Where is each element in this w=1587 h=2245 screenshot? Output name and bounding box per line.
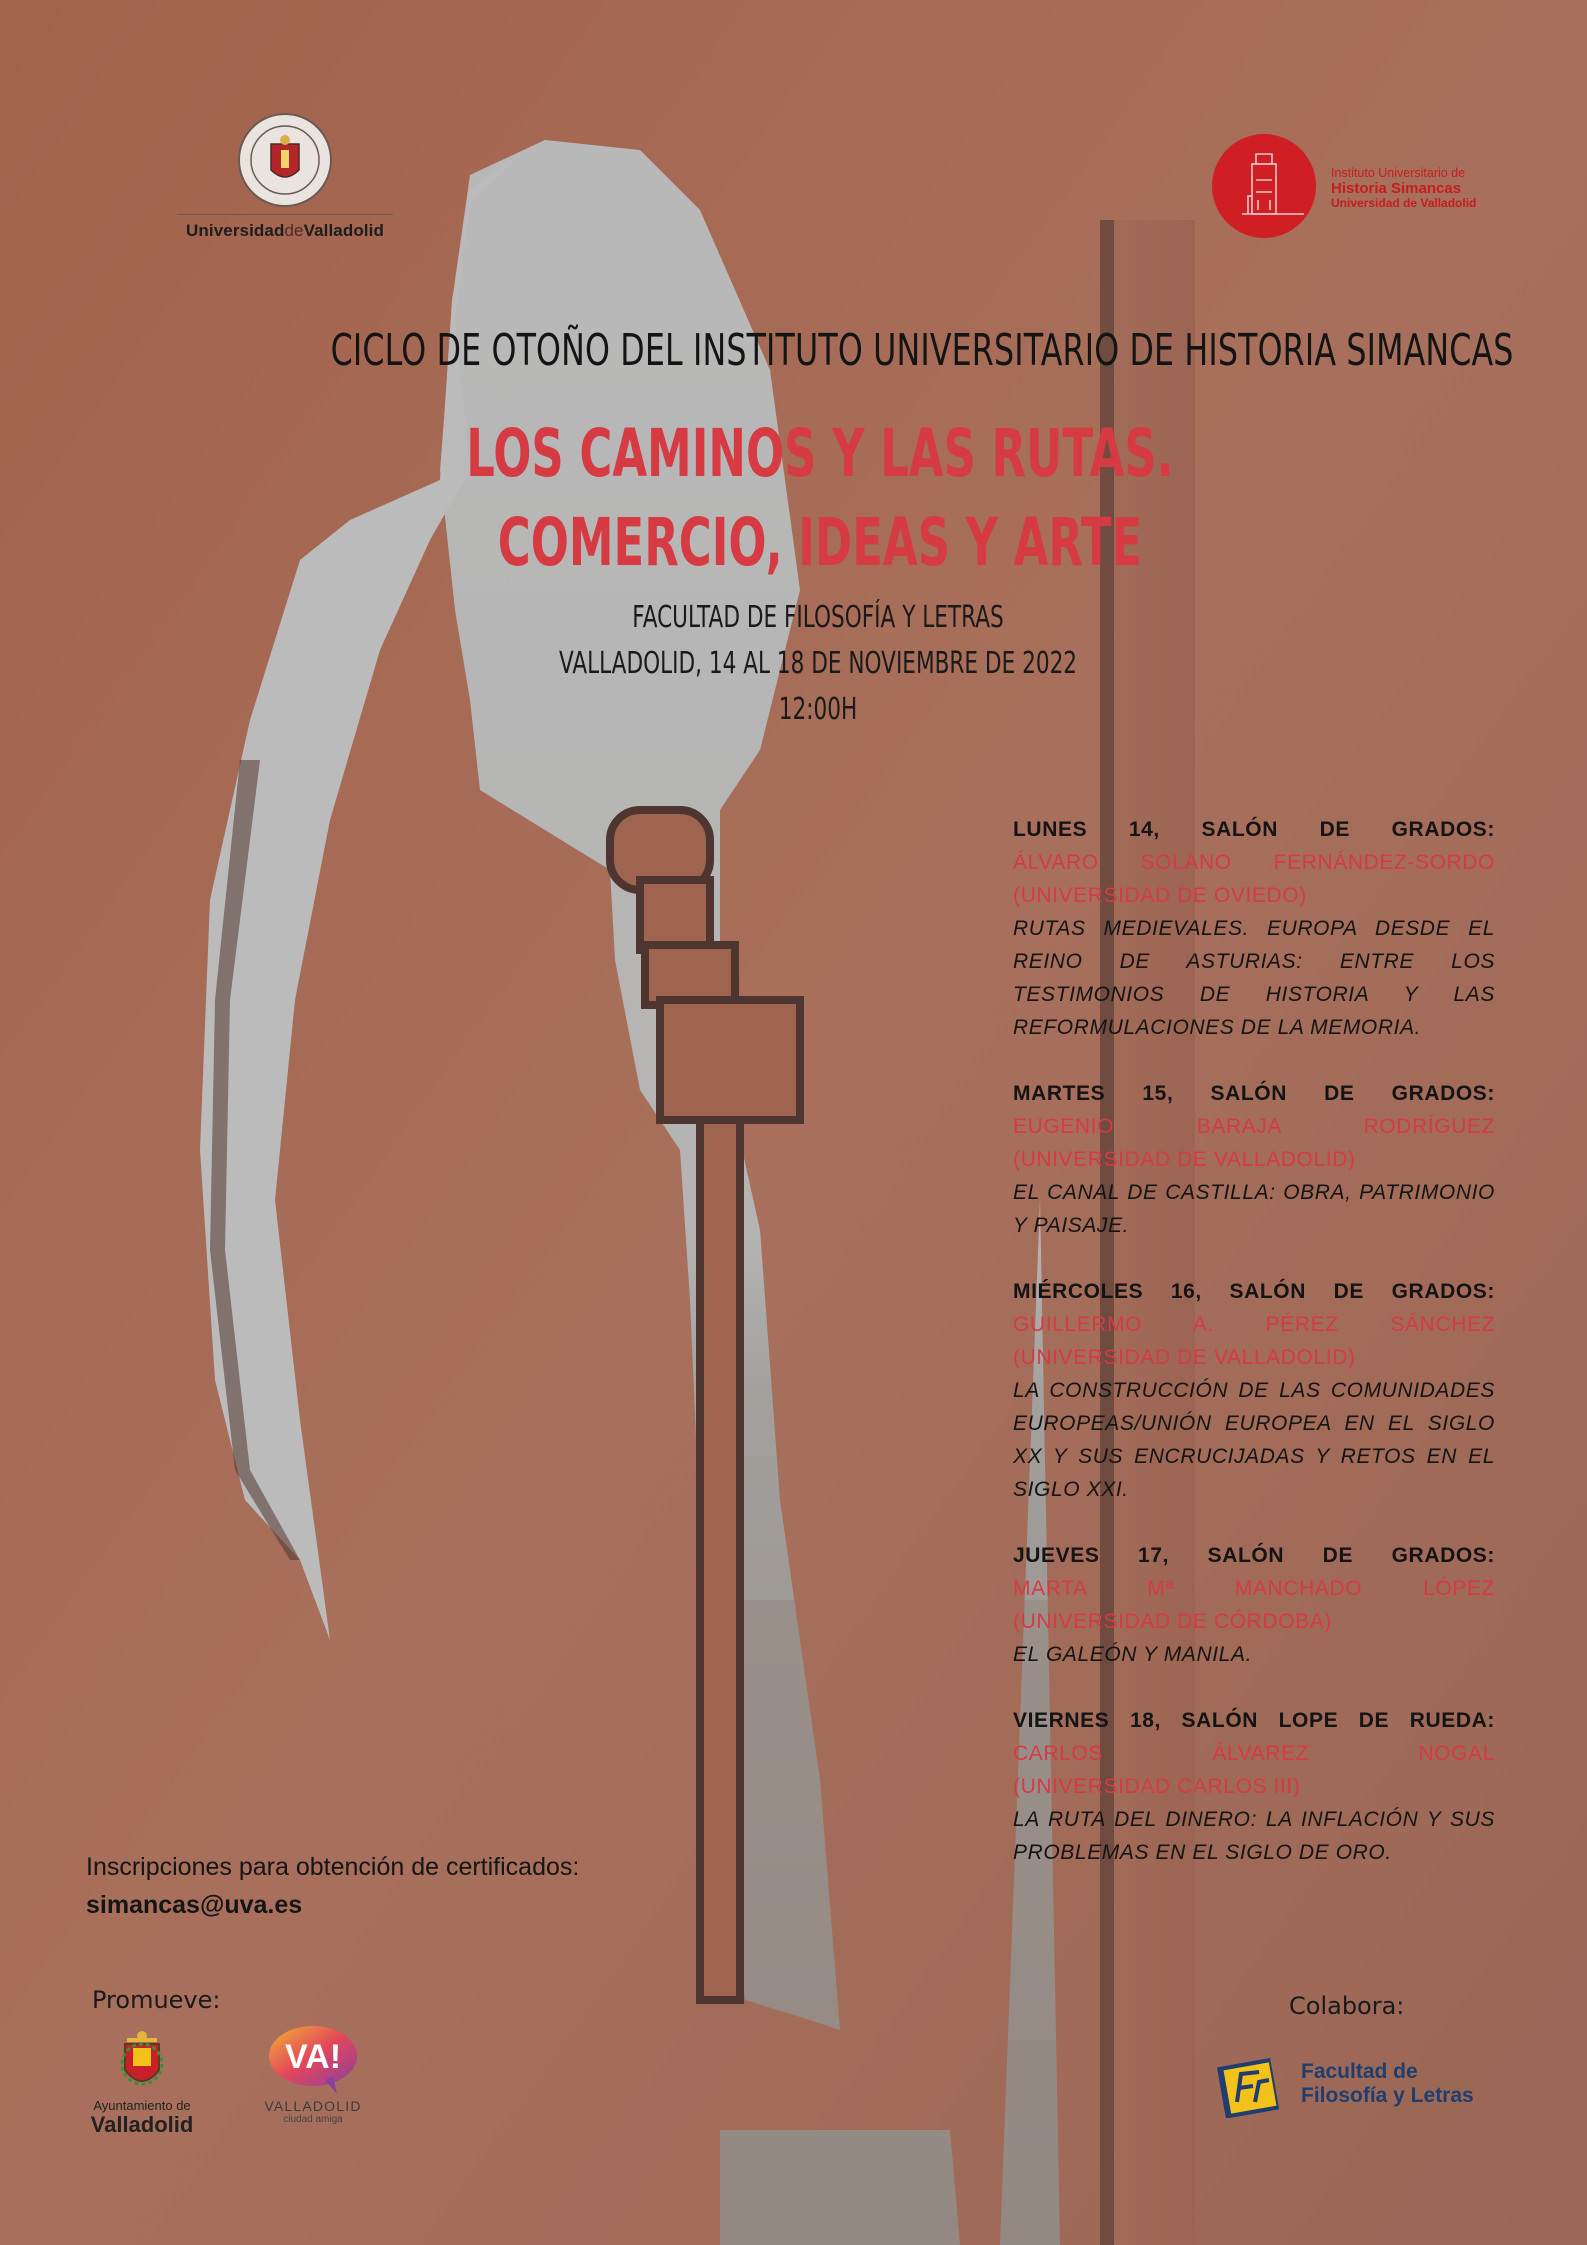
session-day: VIERNES 18, SALÓN LOPE DE RUEDA:: [1013, 1709, 1495, 1732]
session-speaker: [1013, 1572, 1495, 1638]
speaker-name: GUILLERMO A. PÉREZ SÁNCHEZ: [1013, 1313, 1495, 1336]
session-item: [1013, 1704, 1495, 1869]
ffyl-mark-icon: [1217, 2052, 1283, 2118]
ffyl-line1: Facultad de: [1301, 2060, 1418, 2083]
main-title-line2: COMERCIO, IDEAS Y ARTE: [497, 504, 1143, 581]
session-item: [1013, 1077, 1495, 1242]
session-talk: RUTAS MEDIEVALES. EUROPA DESDE EL REINO DE ASTURIAS: ENTRE LOS TESTIMONIOS DE HISTORIA Y LAS REFORMULACIONES DE LA MEMORIA.: [1013, 917, 1495, 1039]
speaker-institution: (UNIVERSIDAD DE CÓRDOBA): [1013, 1610, 1332, 1633]
va-tagline: ciudad amiga: [283, 2114, 343, 2125]
uva-divider: [177, 214, 393, 215]
simancas-line3: Universidad de Valladolid: [1331, 195, 1477, 210]
simancas-line1: Instituto Universitario de: [1331, 166, 1466, 180]
registration-label: Inscripciones para obtención de certificados:: [86, 1853, 580, 1881]
session-item: [1013, 813, 1495, 1044]
speaker-name: EUGENIO BARAJA RODRÍGUEZ: [1013, 1115, 1495, 1138]
ayuntamiento-big: Valladolid: [90, 2112, 194, 2137]
va-valladolid-logo: [258, 2024, 368, 2125]
session-talk: LA CONSTRUCCIÓN DE LAS COMUNIDADES EUROPEAS/UNIÓN EUROPEA EN EL SIGLO XX Y SUS ENCRUCIJADAS Y RETOS EN EL SIGLO XXI.: [1013, 1379, 1495, 1501]
program: [1013, 813, 1495, 1902]
session-item: [1013, 1275, 1495, 1506]
ayuntamiento-logo: [80, 2030, 204, 2137]
session-talk: EL CANAL DE CASTILLA: OBRA, PATRIMONIO Y PAISAJE.: [1013, 1181, 1495, 1237]
ffyl-line2: Filosofía y Letras: [1301, 2084, 1474, 2107]
castle-tower-icon: [1212, 134, 1316, 238]
simancas-wordmark: [1331, 167, 1476, 210]
speaker-institution: (UNIVERSIDAD DE OVIEDO): [1013, 884, 1307, 907]
registration: [86, 1848, 579, 1924]
va-speech-bubble-icon: [267, 2024, 359, 2096]
speaker-name: ÁLVARO SOLANO FERNÁNDEZ-SORDO: [1013, 851, 1495, 874]
session-day: JUEVES 17, SALÓN DE GRADOS:: [1013, 1544, 1495, 1567]
promueve-label: Promueve:: [92, 1986, 221, 2014]
main-title-line1: LOS CAMINOS Y LAS RUTAS.: [466, 415, 1174, 492]
venue: FACULTAD DE FILOSOFÍA Y LETRAS: [632, 600, 1004, 635]
session-day: MARTES 15, SALÓN DE GRADOS:: [1013, 1082, 1495, 1105]
registration-email-link[interactable]: simancas@uva.es: [86, 1891, 303, 1919]
va-bubble-text: VA!: [284, 2038, 342, 2076]
session-speaker: [1013, 1308, 1495, 1374]
session-item: [1013, 1539, 1495, 1671]
speaker-institution: (UNIVERSIDAD DE VALLADOLID): [1013, 1148, 1356, 1171]
series-title: CICLO DE OTOÑO DEL INSTITUTO UNIVERSITARIO DE HISTORIA SIMANCAS: [330, 325, 1514, 376]
session-speaker: [1013, 1110, 1495, 1176]
uva-logo: [175, 112, 395, 241]
ffyl-wordmark: [1301, 2060, 1474, 2108]
simancas-logo: [1212, 134, 1502, 244]
simancas-line2: Historia Simancas: [1331, 179, 1462, 197]
event-time: 12:00H: [778, 692, 858, 727]
uva-wordmark: UniversidaddeValladolid: [186, 221, 384, 240]
session-speaker: [1013, 846, 1495, 912]
simancas-circle: [1212, 134, 1316, 238]
session-speaker: [1013, 1737, 1495, 1803]
va-name: VALLADOLID: [264, 2098, 362, 2114]
speaker-name: CARLOS ÁLVAREZ NOGAL: [1013, 1742, 1495, 1765]
session-day: MIÉRCOLES 16, SALÓN DE GRADOS:: [1013, 1280, 1495, 1303]
session-talk: EL GALEÓN Y MANILA.: [1013, 1643, 1253, 1666]
uva-seal-icon: [237, 112, 333, 208]
session-talk: LA RUTA DEL DINERO: LA INFLACIÓN Y SUS PROBLEMAS EN EL SIGLO DE ORO.: [1013, 1808, 1495, 1864]
speaker-name: MARTA Mª MANCHADO LÓPEZ: [1013, 1577, 1495, 1600]
session-day: LUNES 14, SALÓN DE GRADOS:: [1013, 818, 1495, 841]
speaker-institution: (UNIVERSIDAD CARLOS III): [1013, 1775, 1301, 1798]
ffyl-logo: [1217, 2052, 1517, 2124]
valladolid-coat-of-arms-icon: [113, 2030, 171, 2096]
event-dates: VALLADOLID, 14 AL 18 DE NOVIEMBRE DE 2022: [558, 646, 1078, 681]
ayuntamiento-small: Ayuntamiento de: [93, 2098, 191, 2113]
speaker-institution: (UNIVERSIDAD DE VALLADOLID): [1013, 1346, 1356, 1369]
colabora-label: Colabora:: [1289, 1992, 1405, 2020]
